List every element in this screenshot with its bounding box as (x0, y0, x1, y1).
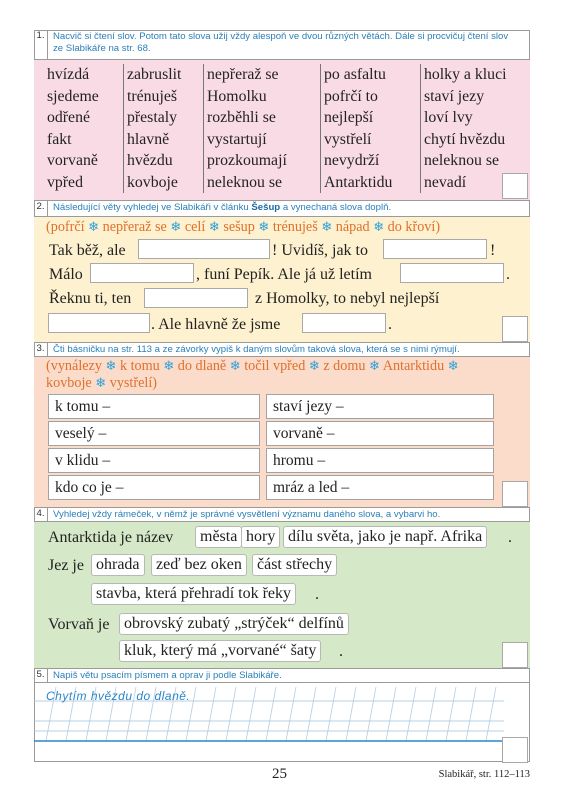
task3-number: 3. (34, 343, 48, 356)
meaning-option[interactable]: dílu světa, jako je např. Afrika (283, 526, 487, 548)
star-icon: ❄ (373, 220, 385, 235)
task4-number: 4. (34, 508, 48, 521)
task4-section (34, 522, 530, 668)
option-word: nepřeraž se (102, 219, 167, 235)
task1-number: 1. (34, 30, 48, 59)
sentence-text: ! Uvidíš, jak to (272, 242, 368, 259)
article-name: Šešup (251, 202, 281, 213)
task1-instruction: Nacvič si čtení slov. Potom tato slova užij vždy alespoň ve dvou různých větách. Dále si procvičuj čtení slov ze Slabikáře na str. 68. (53, 31, 509, 54)
word-cell: zabruslit (127, 66, 182, 83)
task5-number: 5. (34, 669, 48, 682)
star-icon: ❄ (229, 359, 241, 374)
sentence-text: , funí Pepík. Ale já už letím (196, 266, 372, 283)
word-cell: nejlepší (324, 109, 374, 126)
task2-section (34, 217, 530, 342)
sentence-text: ! (490, 242, 496, 259)
word-cell: odřené (47, 109, 90, 126)
word-cell: staví jezy (424, 87, 485, 105)
word-column-2 (124, 64, 204, 193)
word-column-3 (204, 64, 321, 193)
word-column-1 (44, 64, 124, 193)
sentence-lead: Antarktida je název (48, 529, 174, 546)
fill-blank-4[interactable] (400, 263, 504, 283)
word-cell: rozběhli se (207, 109, 276, 126)
option-word: vystřelí (109, 375, 153, 391)
sentence-end: . (315, 586, 319, 603)
word-cell: neleknou se (207, 173, 283, 191)
star-icon: ❄ (105, 359, 117, 374)
word-cell: přestaly (127, 109, 178, 126)
score-box-task2[interactable] (502, 316, 528, 342)
task1-header (34, 30, 530, 60)
task2-instruction: Následující věty vyhledej ve Slabikáři v článku Šešup a vynechaná slova doplň. (53, 202, 392, 213)
sentence-text: . Ale hlavně že jsme (151, 316, 281, 333)
fill-blank-3[interactable] (90, 263, 194, 283)
word-cell: trénuješ (127, 87, 178, 105)
score-box-task5[interactable] (502, 737, 528, 763)
task3-header (34, 342, 530, 357)
option-word: kovboje (46, 375, 92, 391)
task1-section (34, 60, 530, 200)
fill-blank-6[interactable] (48, 313, 150, 333)
sentence-text: z Homolky, to nebyl nejlepší (255, 290, 440, 307)
star-icon: ❄ (258, 220, 270, 235)
word-cell: nevydrží (324, 152, 380, 169)
word-cell: sjedeme (47, 87, 99, 105)
star-icon: ❄ (88, 220, 100, 235)
task5-instruction: Napiš větu psacím písmem a oprav ji podle Slabikáře. (53, 670, 282, 681)
option-word: Antarktidu (382, 358, 445, 374)
option-word: nápad (335, 219, 370, 235)
word-cell: fakt (47, 130, 72, 148)
rhyme-field[interactable]: v klidu – (48, 448, 260, 473)
fill-blank-1[interactable] (138, 239, 270, 259)
word-cell: po asfaltu (324, 66, 386, 83)
task5-header (34, 668, 530, 683)
rhyme-field[interactable]: mráz a led – (266, 475, 494, 500)
sentence-text: Málo (49, 266, 83, 283)
word-cell: vorvaně (47, 152, 98, 169)
word-cell: hvízdá (47, 66, 90, 83)
rhyme-field[interactable]: kdo co je – (48, 475, 260, 500)
star-icon: ❄ (321, 220, 333, 235)
option-word: vynálezy (50, 358, 102, 374)
word-cell: Antarktidu (324, 173, 393, 191)
fill-blank-2[interactable] (383, 239, 487, 259)
score-box-task1[interactable] (502, 173, 528, 199)
task3-options-line2: kovboje ❄ vystřelí) (46, 375, 158, 391)
word-cell: holky a kluci (424, 66, 507, 83)
word-cell: loví lvy (424, 109, 473, 126)
star-icon: ❄ (208, 220, 220, 235)
page-reference: Slabikář, str. 112–113 (438, 769, 530, 780)
rhyme-field[interactable]: hromu – (266, 448, 494, 473)
option-word: do křoví (387, 219, 436, 235)
star-icon: ❄ (369, 359, 380, 374)
word-cell: hvězdu (127, 152, 173, 169)
star-icon: ❄ (308, 359, 320, 374)
task2-number: 2. (34, 201, 48, 216)
star-icon: ❄ (447, 359, 459, 374)
star-icon: ❄ (163, 359, 175, 374)
fill-blank-5[interactable] (144, 288, 248, 308)
task3-options-line1: (vynálezy ❄ k tomu ❄ do dlaně ❄ točil vpřed ❄ z domu ❄ Antarktidu ❄ (46, 358, 459, 374)
task4-instruction: Vyhledej vždy rámeček, v němž je správné vysvětlení významu daného slova, a vybarvi ho. (53, 509, 441, 520)
word-cell: nepřeraž se (207, 66, 279, 83)
option-word: do dlaně (177, 358, 227, 374)
word-cell: prozkoumají (207, 152, 287, 169)
option-word: k tomu (119, 358, 160, 374)
task2-header (34, 200, 530, 217)
word-cell: vpřed (47, 173, 83, 191)
meaning-option[interactable]: hory (241, 526, 280, 548)
word-cell: kovboje (127, 173, 178, 191)
meaning-option[interactable]: stavba, která přehradí tok řeky (91, 583, 296, 605)
sentence-end: . (339, 643, 343, 660)
word-table (44, 64, 527, 193)
handwriting-sample: Chytím hvězdu do dlaně. (46, 689, 191, 703)
fill-blank-7[interactable] (302, 313, 386, 333)
word-cell: vystartují (207, 130, 267, 148)
task2-options: (pofrčí ❄ nepřeraž se ❄ celí ❄ sešup ❄ trénuješ ❄ nápad ❄ do křoví) (46, 219, 441, 235)
score-box-task3[interactable] (502, 481, 528, 507)
sentence-text: . (506, 266, 510, 283)
sentence-text: Tak běž, ale (49, 242, 126, 259)
option-word: sešup (223, 219, 255, 235)
word-cell: vystřelí (324, 130, 372, 148)
word-cell: pofrčí to (324, 87, 378, 105)
rhyme-field[interactable]: k tomu – (48, 394, 260, 419)
word-cell: neleknou se (424, 152, 500, 169)
task4-header (34, 507, 530, 522)
option-word: trénuješ (272, 219, 318, 235)
meaning-option[interactable]: kluk, který má „vorvané“ šaty (119, 640, 321, 662)
meaning-option[interactable]: města (195, 526, 242, 548)
meaning-option[interactable]: ohrada (91, 554, 145, 576)
word-cell: Homolku (207, 87, 267, 105)
word-cell: nevadí (424, 173, 467, 191)
option-word: z domu (323, 358, 366, 374)
option-word: celí (184, 219, 206, 235)
option-word: pofrčí (50, 219, 85, 235)
rhyme-field[interactable]: veselý – (48, 421, 260, 446)
meaning-option[interactable]: obrovský zubatý „strýček“ delfínů (119, 613, 349, 635)
star-icon: ❄ (170, 220, 182, 235)
sentence-end: . (508, 529, 512, 546)
sentence-text: Řeknu ti, ten (49, 290, 132, 307)
meaning-option[interactable]: zeď bez oken (151, 554, 247, 576)
score-box-task4[interactable] (502, 642, 528, 668)
sentence-text: . (388, 316, 392, 333)
task3-section (34, 357, 530, 507)
rhyme-field[interactable]: vorvaně – (266, 421, 494, 446)
word-column-4 (321, 64, 421, 193)
task3-instruction: Čti básničku na str. 113 a ze závorky vypiš k daným slovům taková slova, která se s nimi rýmují. (53, 344, 460, 355)
page-number: 25 (272, 766, 287, 782)
rhyme-field[interactable]: staví jezy – (266, 394, 494, 419)
meaning-option[interactable]: část střechy (252, 554, 337, 576)
word-cell: chytí hvězdu (424, 130, 506, 148)
star-icon: ❄ (95, 376, 107, 391)
sentence-lead: Vorvaň je (48, 616, 110, 633)
sentence-lead: Jez je (48, 557, 84, 574)
option-word: točil vpřed (244, 358, 306, 374)
word-cell: hlavně (127, 130, 170, 148)
